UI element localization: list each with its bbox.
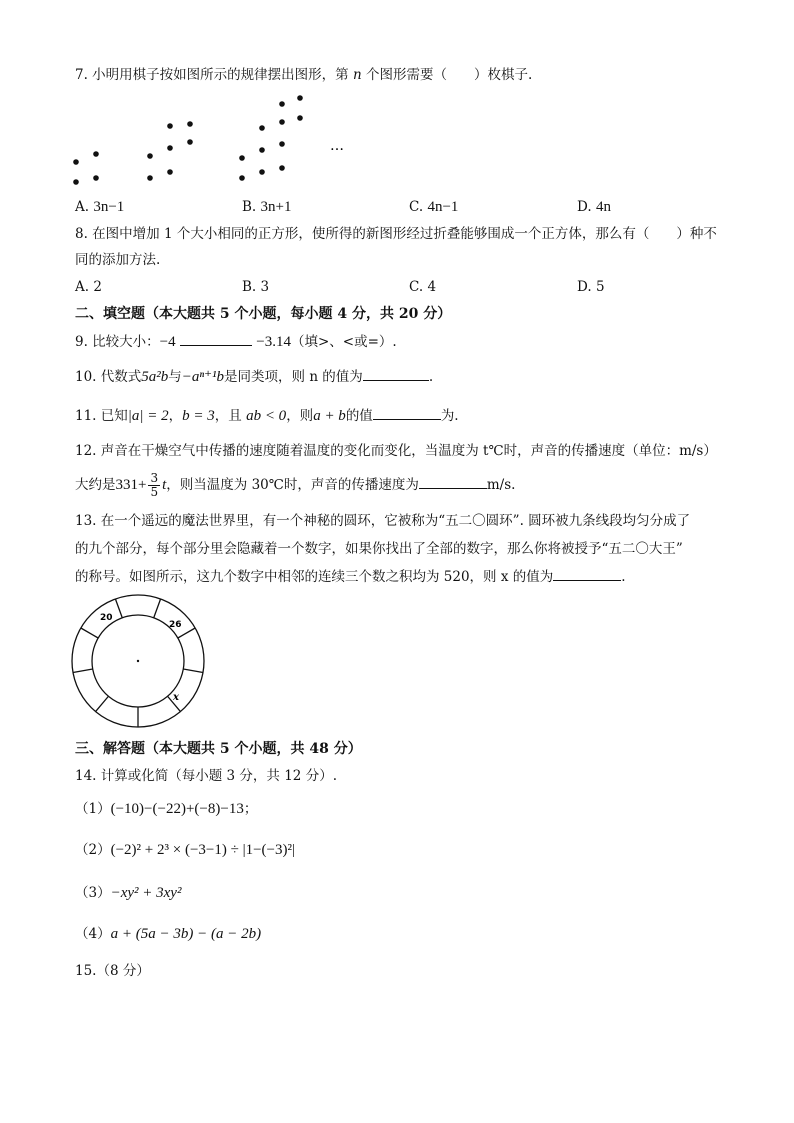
q12-constant: 331+ (115, 477, 147, 493)
q11-condition-1: |a| = 2 (127, 408, 169, 424)
chess-piece (187, 121, 193, 127)
q10-prefix: 10. 代数式 (75, 369, 142, 385)
pattern-1 (73, 151, 99, 185)
question-8-line-2: 同的添加方法. (75, 252, 161, 268)
q10-mid: 与 (168, 369, 182, 385)
q8-option-b[interactable] (242, 278, 269, 296)
item-end: ； (243, 801, 258, 817)
question-9 (75, 332, 397, 351)
q7-option-c[interactable] (409, 198, 458, 216)
item-label: （1） (75, 801, 111, 817)
q7-text-after: 个图形需要（ ）枚棋子. (365, 67, 533, 83)
q9-left-value: −4 (159, 334, 176, 350)
q7-option-a[interactable] (75, 198, 124, 216)
q9-suffix: （填>、<或=）. (290, 334, 397, 350)
q10-suffix: 是同类项，则 n 的值为 (224, 369, 363, 385)
chess-piece (167, 169, 173, 175)
option-letter: B. (242, 199, 257, 215)
chess-piece (279, 101, 285, 107)
q11-end: 为. (440, 408, 459, 424)
q12-prefix: 大约是 (75, 477, 116, 493)
question-12-line-2 (75, 470, 515, 500)
option-letter: B. (242, 279, 257, 295)
chess-pattern-figure (60, 92, 344, 192)
section-3-title: 三、解答题（本大题共 5 个小题，共 48 分） (75, 741, 362, 757)
q13-answer-blank[interactable] (553, 567, 621, 581)
q14-item-2 (75, 841, 295, 859)
chess-piece (73, 159, 79, 165)
chess-piece (259, 147, 265, 153)
q12-var-t: t (162, 477, 167, 493)
q11-answer-blank[interactable] (373, 406, 441, 420)
q12-fraction (148, 472, 160, 499)
ring-label-x: x (173, 692, 179, 703)
question-12-line-1: 12. 声音在干燥空气中传播的速度随着温度的变化而变化，当温度为 t℃时，声音的传播速度（单位：m/s） (75, 443, 717, 459)
ring-divider-segment (115, 599, 122, 618)
option-value: 2 (93, 279, 102, 295)
option-letter: A. (75, 199, 90, 215)
ring-center-dot (137, 660, 139, 662)
q14-item-3 (75, 884, 181, 902)
chess-piece (239, 155, 245, 161)
q12-answer-blank[interactable] (419, 475, 487, 489)
q12-end: m/s. (486, 477, 516, 493)
item-label: （3） (75, 885, 111, 901)
option-letter: D. (577, 279, 592, 295)
ring-label-26: 26 (169, 620, 182, 630)
q8-option-c[interactable] (409, 278, 436, 296)
chess-piece (147, 175, 153, 181)
chess-piece (187, 139, 193, 145)
q13-prefix: 的称号。如图所示，这九个数字中相邻的连续三个数之积均为 520，则 x 的值为 (75, 569, 554, 585)
chess-piece (259, 125, 265, 131)
question-11: 11. 已知|a| = 2，b = 3，且 ab < 0，则a + b的值 为. (75, 408, 459, 424)
q9-right-value: −3.14 (256, 334, 291, 350)
question-10 (75, 367, 433, 386)
q7-text-before: 7. 小明用棋子按如图所示的规律摆出图形，第 (75, 67, 349, 83)
q10-answer-blank[interactable] (363, 367, 429, 381)
q8-option-a[interactable] (75, 278, 102, 296)
chess-piece (297, 115, 303, 121)
question-8-line-1: 8. 在图中增加 1 个大小相同的正方形，使所得的新图形经过折叠能够围成一个正方体，那么有（ ）种不 (75, 226, 717, 242)
option-value: 3n+1 (260, 199, 292, 215)
option-value: 4n (595, 199, 611, 215)
section-2-title: 二、填空题（本大题共 5 个小题，每小题 4 分，共 20 分） (75, 306, 452, 322)
pattern-2 (147, 121, 193, 181)
ring-divider-segment (96, 696, 109, 711)
chess-piece (167, 145, 173, 151)
option-value: 5 (595, 279, 605, 295)
option-value: 4n−1 (427, 199, 459, 215)
chess-piece (279, 119, 285, 125)
ring-divider-segment (154, 599, 161, 618)
chess-piece (279, 165, 285, 171)
option-letter: C. (409, 279, 424, 295)
q10-term-1: 5a²b (141, 369, 169, 385)
q7-option-d[interactable] (577, 198, 611, 216)
option-value: 3n−1 (93, 199, 125, 215)
q9-answer-blank[interactable] (180, 332, 252, 346)
ring-divider-segment (183, 669, 203, 672)
option-value: 3 (260, 279, 270, 295)
q8-option-d[interactable] (577, 278, 605, 296)
pattern-ellipsis: … (330, 138, 344, 154)
question-13-line-3 (75, 567, 626, 586)
pattern-3 (239, 95, 303, 181)
question-13-line-1: 13. 在一个遥远的魔法世界里，有一个神秘的圆环，它被称为“五二〇圆环”. 圆环被九条线段均匀分成了 (75, 513, 691, 529)
ring-label-20: 20 (100, 613, 113, 623)
option-letter: C. (409, 199, 424, 215)
chess-piece (93, 151, 99, 157)
chess-piece (259, 169, 265, 175)
q10-end: . (428, 369, 434, 385)
chess-piece (297, 95, 303, 101)
chess-piece (167, 123, 173, 129)
question-7-stem (75, 66, 532, 84)
chess-piece (73, 179, 79, 185)
q11-prefix: 11. 已知 (75, 408, 128, 424)
option-letter: D. (577, 199, 592, 215)
q7-var-n: n (352, 67, 362, 83)
option-letter: A. (75, 279, 90, 295)
item-label: （2） (75, 842, 111, 858)
q12-mid: ，则当温度为 30℃时，声音的传播速度为 (166, 477, 419, 493)
item-expression: a + (5a − 3b) − (a − 2b) (110, 926, 262, 942)
q10-term-2: −aⁿ⁺¹b (181, 369, 225, 385)
q9-prefix: 9. 比较大小： (75, 334, 160, 350)
q13-end: . (621, 569, 626, 585)
ring-figure (70, 593, 206, 729)
q11-condition-2: b = 3 (182, 408, 215, 424)
chess-piece (279, 141, 285, 147)
chess-piece (147, 153, 153, 159)
q14-item-1 (75, 800, 257, 818)
q11-condition-3: ab < 0 (246, 408, 287, 424)
item-label: （4） (75, 926, 111, 942)
q14-item-4 (75, 925, 261, 943)
chess-piece (239, 175, 245, 181)
chess-piece (93, 175, 99, 181)
q7-option-b[interactable] (242, 198, 291, 216)
q11-suffix: 的值 (345, 408, 373, 424)
item-expression: (−10)−(−22)+(−8)−13 (110, 801, 244, 817)
question-15-title: 15.（8 分） (75, 963, 150, 979)
q11-expression: a + b (313, 408, 346, 424)
option-value: 4 (427, 279, 437, 295)
q11-mid: ，则 (286, 408, 314, 424)
ring-divider-segment (81, 628, 98, 638)
ring-divider-segment (73, 669, 93, 672)
item-expression: (−2)² + 2³ × (−3−1) ÷ |1−(−3)²| (110, 842, 296, 858)
question-14-title: 14. 计算或化简（每小题 3 分，共 12 分）. (75, 768, 337, 784)
question-13-line-2: 的九个部分，每个部分里会隐藏着一个数字，如果你找出了全部的数字，那么你将被授予“五二〇大王” (75, 541, 683, 557)
fraction-denominator: 5 (150, 485, 159, 499)
item-expression: −xy² + 3xy² (110, 885, 182, 901)
fraction-numerator: 3 (150, 471, 159, 485)
